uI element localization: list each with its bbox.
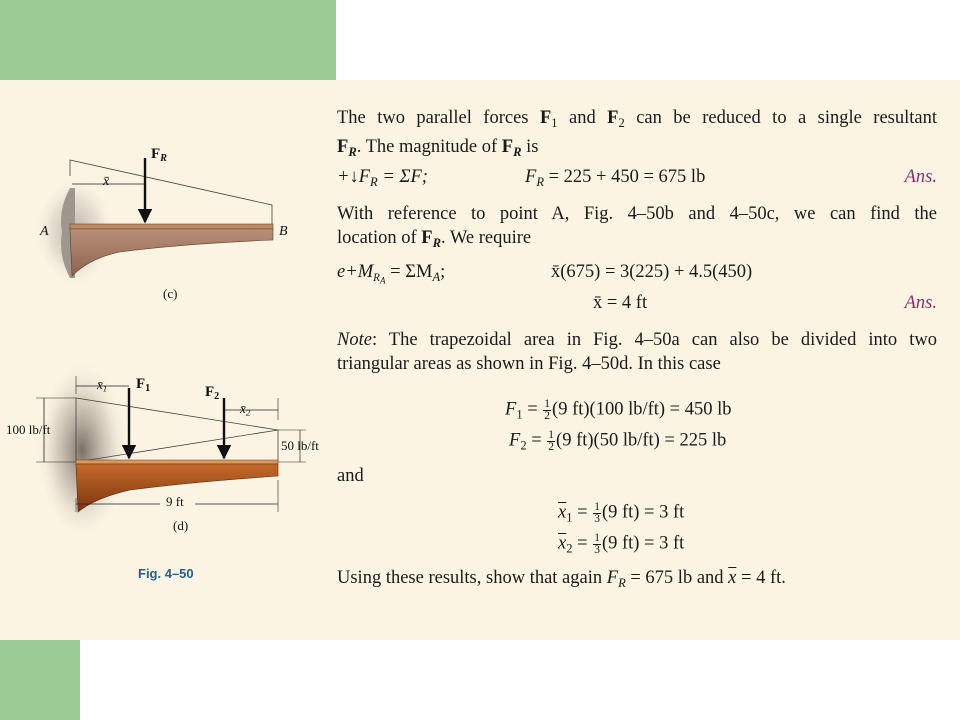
point-b-label: B — [279, 224, 288, 239]
figure-c — [35, 158, 273, 287]
equation-2-right: x̄(675) = 3(225) + 4.5(450) — [551, 262, 753, 282]
x1-label: $x̄_1$ — [97, 377, 108, 394]
and-word: and — [337, 466, 364, 486]
paragraph-3-line-1: Note: The trapezoidal area in Fig. 4–50a can also be divided into two — [337, 330, 937, 350]
equation-f1: $F_1$ = $\frac{1}{2}$ (9 ft)(100 lb/ft) = 450 lb — [505, 398, 732, 422]
paragraph-2 — [337, 202, 937, 255]
load-right-label: 50 lb/ft — [281, 438, 319, 453]
equation-1: $+↓F_R = \Sigma F$; $F_R = 225 + 450 = 675$ lb Ans. — [337, 167, 937, 189]
paragraph-1-line-1: The two parallel forces $F_1$ and $F_2$ can be reduced to a single resultant — [337, 108, 938, 130]
answer-label-1: Ans. — [904, 167, 937, 187]
caption-c: (c) — [163, 286, 178, 301]
paragraph-3-line-2: triangular areas as shown in Fig. 4–50d. In this case — [337, 354, 721, 374]
load-left-label: 100 lb/ft — [6, 422, 51, 437]
figure-caption: Fig. 4–50 — [138, 566, 194, 581]
figure-d — [36, 360, 306, 540]
figure-drawings — [0, 0, 336, 640]
paragraph-1-line-2: $F_R$. The magnitude of $F_R$ is — [337, 136, 539, 159]
green-accent-bottom — [0, 640, 80, 720]
force-f1-label: $F_1$ — [136, 376, 151, 395]
paragraph-2-line-2: location of $F_R$. We require — [337, 228, 532, 250]
equation-2: $e+M_{RA} = \Sigma M_A$; x̄(675) = 3(225) + 4.5(450) — [337, 262, 753, 287]
paragraph-1 — [337, 106, 937, 164]
force-f2-label: $F_2$ — [205, 384, 220, 403]
x2-label: $x̄_2$ — [240, 401, 251, 418]
paragraph-2-line-1: With reference to point A, Fig. 4–50b and 4–50c, we can find the — [337, 204, 937, 224]
force-fr-label: $F_R$ — [151, 146, 167, 165]
beam-d — [76, 460, 278, 464]
point-a-label: A — [40, 224, 49, 239]
wall-shadow-d — [36, 360, 128, 540]
span-label: 9 ft — [166, 494, 184, 509]
final-line: Using these results, show that again $F_R = 675$ lb and $\overline{x} = 4$ ft. — [337, 568, 786, 590]
caption-d: (d) — [173, 518, 189, 533]
equation-x2: $\overline{x}_2$ = $\frac{1}{3}$ (9 ft) = 3 ft — [558, 532, 685, 556]
paragraph-3 — [337, 328, 937, 376]
xbar-label-c: x̄ — [103, 174, 110, 189]
equation-f2: $F_2$ = $\frac{1}{2}$ (9 ft)(50 lb/ft) = 225 lb — [509, 429, 727, 453]
equation-x1: $\overline{x}_1$ = $\frac{1}{3}$ (9 ft) = 3 ft — [558, 501, 685, 525]
beam-c — [70, 224, 273, 229]
equation-2-result: x̄ = 4 ft — [593, 293, 648, 313]
answer-label-2: Ans. — [904, 293, 937, 313]
